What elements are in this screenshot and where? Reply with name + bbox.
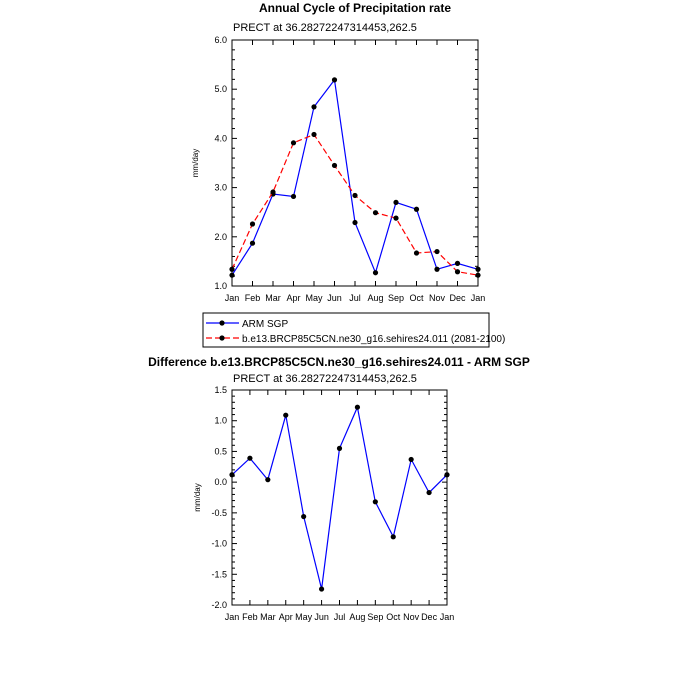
data-point-0-1 — [250, 221, 255, 226]
y-tick-label: 1.0 — [214, 415, 227, 426]
data-point-1-0 — [355, 405, 360, 410]
y-tick-label: 1.5 — [214, 385, 227, 395]
data-point-1-0 — [247, 456, 252, 461]
data-point-0-1 — [414, 250, 419, 255]
y-tick-label: 2.0 — [214, 231, 227, 242]
data-point-1-0 — [373, 499, 378, 504]
x-tick-label: Jun — [314, 612, 329, 622]
x-tick-label: Jul — [333, 612, 346, 622]
y-tick-label: -0.5 — [211, 507, 227, 518]
x-tick-label: Dec — [449, 293, 466, 303]
x-tick-label: Jan — [439, 612, 455, 622]
x-tick-label: Dec — [421, 612, 438, 622]
x-tick-label: Jan — [224, 612, 240, 622]
x-tick-label: Apr — [286, 293, 301, 303]
data-point-0-0 — [373, 270, 378, 275]
data-point-0-0 — [434, 267, 439, 272]
data-point-0-1 — [373, 210, 378, 215]
y-tick-label: -1.0 — [211, 538, 227, 549]
data-point-0-1 — [455, 269, 460, 274]
data-point-1-0 — [319, 586, 324, 591]
x-tick-label: Nov — [403, 612, 420, 622]
legend-marker-1 — [219, 335, 224, 340]
x-tick-label: Jun — [327, 293, 342, 303]
y-tick-label: 0.5 — [214, 446, 227, 457]
data-point-0-1 — [434, 249, 439, 254]
data-point-0-0 — [250, 241, 255, 246]
x-tick-label: May — [295, 612, 313, 622]
data-point-0-1 — [270, 189, 275, 194]
y-tick-label: 3.0 — [214, 182, 227, 193]
data-point-1-0 — [301, 514, 306, 519]
data-point-0-0 — [455, 261, 460, 266]
data-point-0-1 — [291, 140, 296, 145]
chart-title-0: Annual Cycle of Precipitation rate — [258, 1, 452, 15]
legend-label-1: b.e13.BRCP85C5CN.ne30_g16.sehires24.011 (2081-2100) — [242, 334, 506, 345]
data-point-1-0 — [229, 472, 234, 477]
x-tick-label: Jan — [470, 293, 486, 303]
chart-subtitle-0: PRECT at 36.28272247314453,262.5 — [233, 22, 417, 34]
x-tick-label: Aug — [349, 612, 366, 622]
data-point-0-0 — [311, 104, 316, 109]
plot-frame-0 — [232, 40, 478, 286]
data-point-0-0 — [352, 220, 357, 225]
series-line-1-0 — [232, 407, 447, 589]
chart-subtitle-1: PRECT at 36.28272247314453,262.5 — [233, 373, 417, 385]
data-point-1-0 — [409, 457, 414, 462]
x-tick-label: Apr — [278, 612, 293, 622]
chart-title-1: Difference b.e13.BRCP85C5CN.ne30_g16.sehires24.011 - ARM SGP — [148, 355, 530, 369]
x-tick-label: Sep — [387, 293, 405, 303]
y-tick-label: -1.5 — [211, 569, 227, 580]
data-point-1-0 — [337, 446, 342, 451]
data-point-0-1 — [352, 193, 357, 198]
series-line-0-0 — [232, 80, 478, 275]
y-tick-label: -2.0 — [211, 600, 227, 610]
y-tick-label: 5.0 — [214, 84, 227, 95]
data-point-0-0 — [291, 194, 296, 199]
x-tick-label: Sep — [367, 612, 384, 622]
x-tick-label: Mar — [260, 612, 276, 622]
data-point-0-1 — [393, 216, 398, 221]
x-tick-label: Jul — [349, 293, 361, 303]
legend-label-0: ARM SGP — [242, 319, 289, 330]
x-tick-label: Oct — [386, 612, 401, 622]
y-tick-label: 0.0 — [214, 477, 227, 488]
data-point-1-0 — [426, 490, 431, 495]
data-point-1-0 — [444, 472, 449, 477]
data-point-0-0 — [475, 267, 480, 272]
y-tick-label: 6.0 — [214, 35, 227, 45]
data-point-0-0 — [332, 77, 337, 82]
data-point-1-0 — [265, 477, 270, 482]
legend-marker-0 — [219, 320, 224, 325]
x-tick-label: Feb — [242, 612, 258, 622]
plot-frame-1 — [232, 390, 447, 605]
data-point-0-1 — [475, 273, 480, 278]
x-tick-label: Feb — [244, 293, 261, 303]
x-tick-label: Nov — [428, 293, 446, 303]
y-axis-label-0: mm/day — [191, 148, 200, 178]
y-tick-label: 1.0 — [214, 281, 227, 291]
data-point-0-1 — [332, 163, 337, 168]
x-tick-label: Jan — [224, 293, 240, 303]
data-point-0-0 — [229, 273, 234, 278]
x-tick-label: Aug — [367, 293, 384, 303]
data-point-1-0 — [283, 413, 288, 418]
data-point-1-0 — [391, 534, 396, 539]
x-tick-label: May — [305, 293, 323, 303]
data-point-0-0 — [393, 200, 398, 205]
data-point-0-1 — [229, 267, 234, 272]
data-point-0-1 — [311, 132, 316, 137]
x-tick-label: Oct — [409, 293, 424, 303]
data-point-0-0 — [414, 207, 419, 212]
x-tick-label: Mar — [265, 293, 281, 303]
y-tick-label: 4.0 — [214, 133, 227, 144]
y-axis-label-1: mm/day — [193, 483, 202, 512]
